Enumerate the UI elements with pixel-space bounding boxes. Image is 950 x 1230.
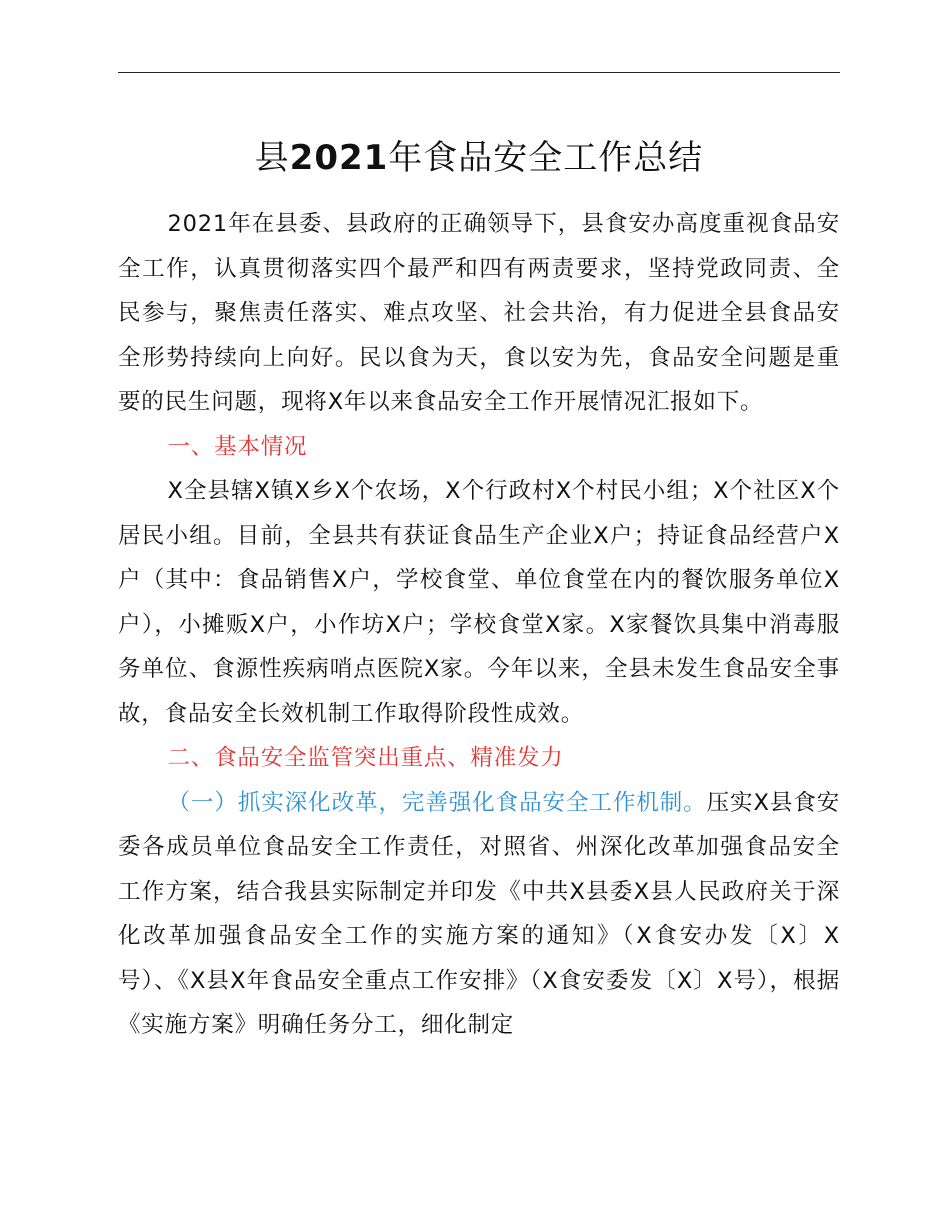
section-basic-situation-paragraph: X全县辖X镇X乡X个农场，X个行政村X个村民小组；X个社区X个居民小组。目前，全县共有获证食品生产企业X户；持证食品经营户X户（其中：食品销售X户，学校食堂、单位食堂在内的餐饮服务单位X户），小摊贩X户，小作坊X户；学校食堂X家。X家餐饮具集中消毒服务单位、食源性疾病哨点医院X家。今年以来，全县未发生食品安全事故，食品安全长效机制工作取得阶段性成效。 — [118, 478, 840, 727]
intro-paragraph: 2021年在县委、县政府的正确领导下，县食安办高度重视食品安全工作，认真贯彻落实四个最严和四有两责要求，坚持党政同责、全民参与，聚焦责任落实、难点攻坚、社会共治，有力促进全县食品安全形势持续向上向好。民以食为天，食以安为先，食品安全问题是重要的民生问题，现将X年以来食品安全工作开展情况汇报如下。 — [118, 211, 840, 415]
document-body — [118, 202, 840, 1048]
title-prefix: 县 — [254, 138, 290, 178]
title-suffix: 年食品安全工作总结 — [388, 138, 704, 178]
section-heading-basic-situation: 一、基本情况 — [167, 433, 308, 460]
subsection-reform-paragraph — [118, 781, 840, 1048]
title-year: 2021 — [289, 138, 389, 178]
section-heading-supervision: 二、食品安全监管突出重点、精准发力 — [167, 745, 564, 771]
document-title — [118, 128, 840, 188]
header-rule — [118, 72, 840, 73]
subsection-heading-reform: （一）抓实深化改革，完善强化食品安全工作机制。 — [167, 789, 707, 816]
subsection-reform-text: 压实X县食安委各成员单位食品安全工作责任，对照省、州深化改革加强食品安全工作方案，结合我县实际制定并印发《中共X县委X县人民政府关于深化改革加强食品安全工作的实施方案的通知》（X食安办发〔X〕X号）、《X县X年食品安全重点工作安排》（X食安委发〔X〕X号），根据《实施方案》明确任务分工，细化制定 — [118, 789, 840, 1038]
